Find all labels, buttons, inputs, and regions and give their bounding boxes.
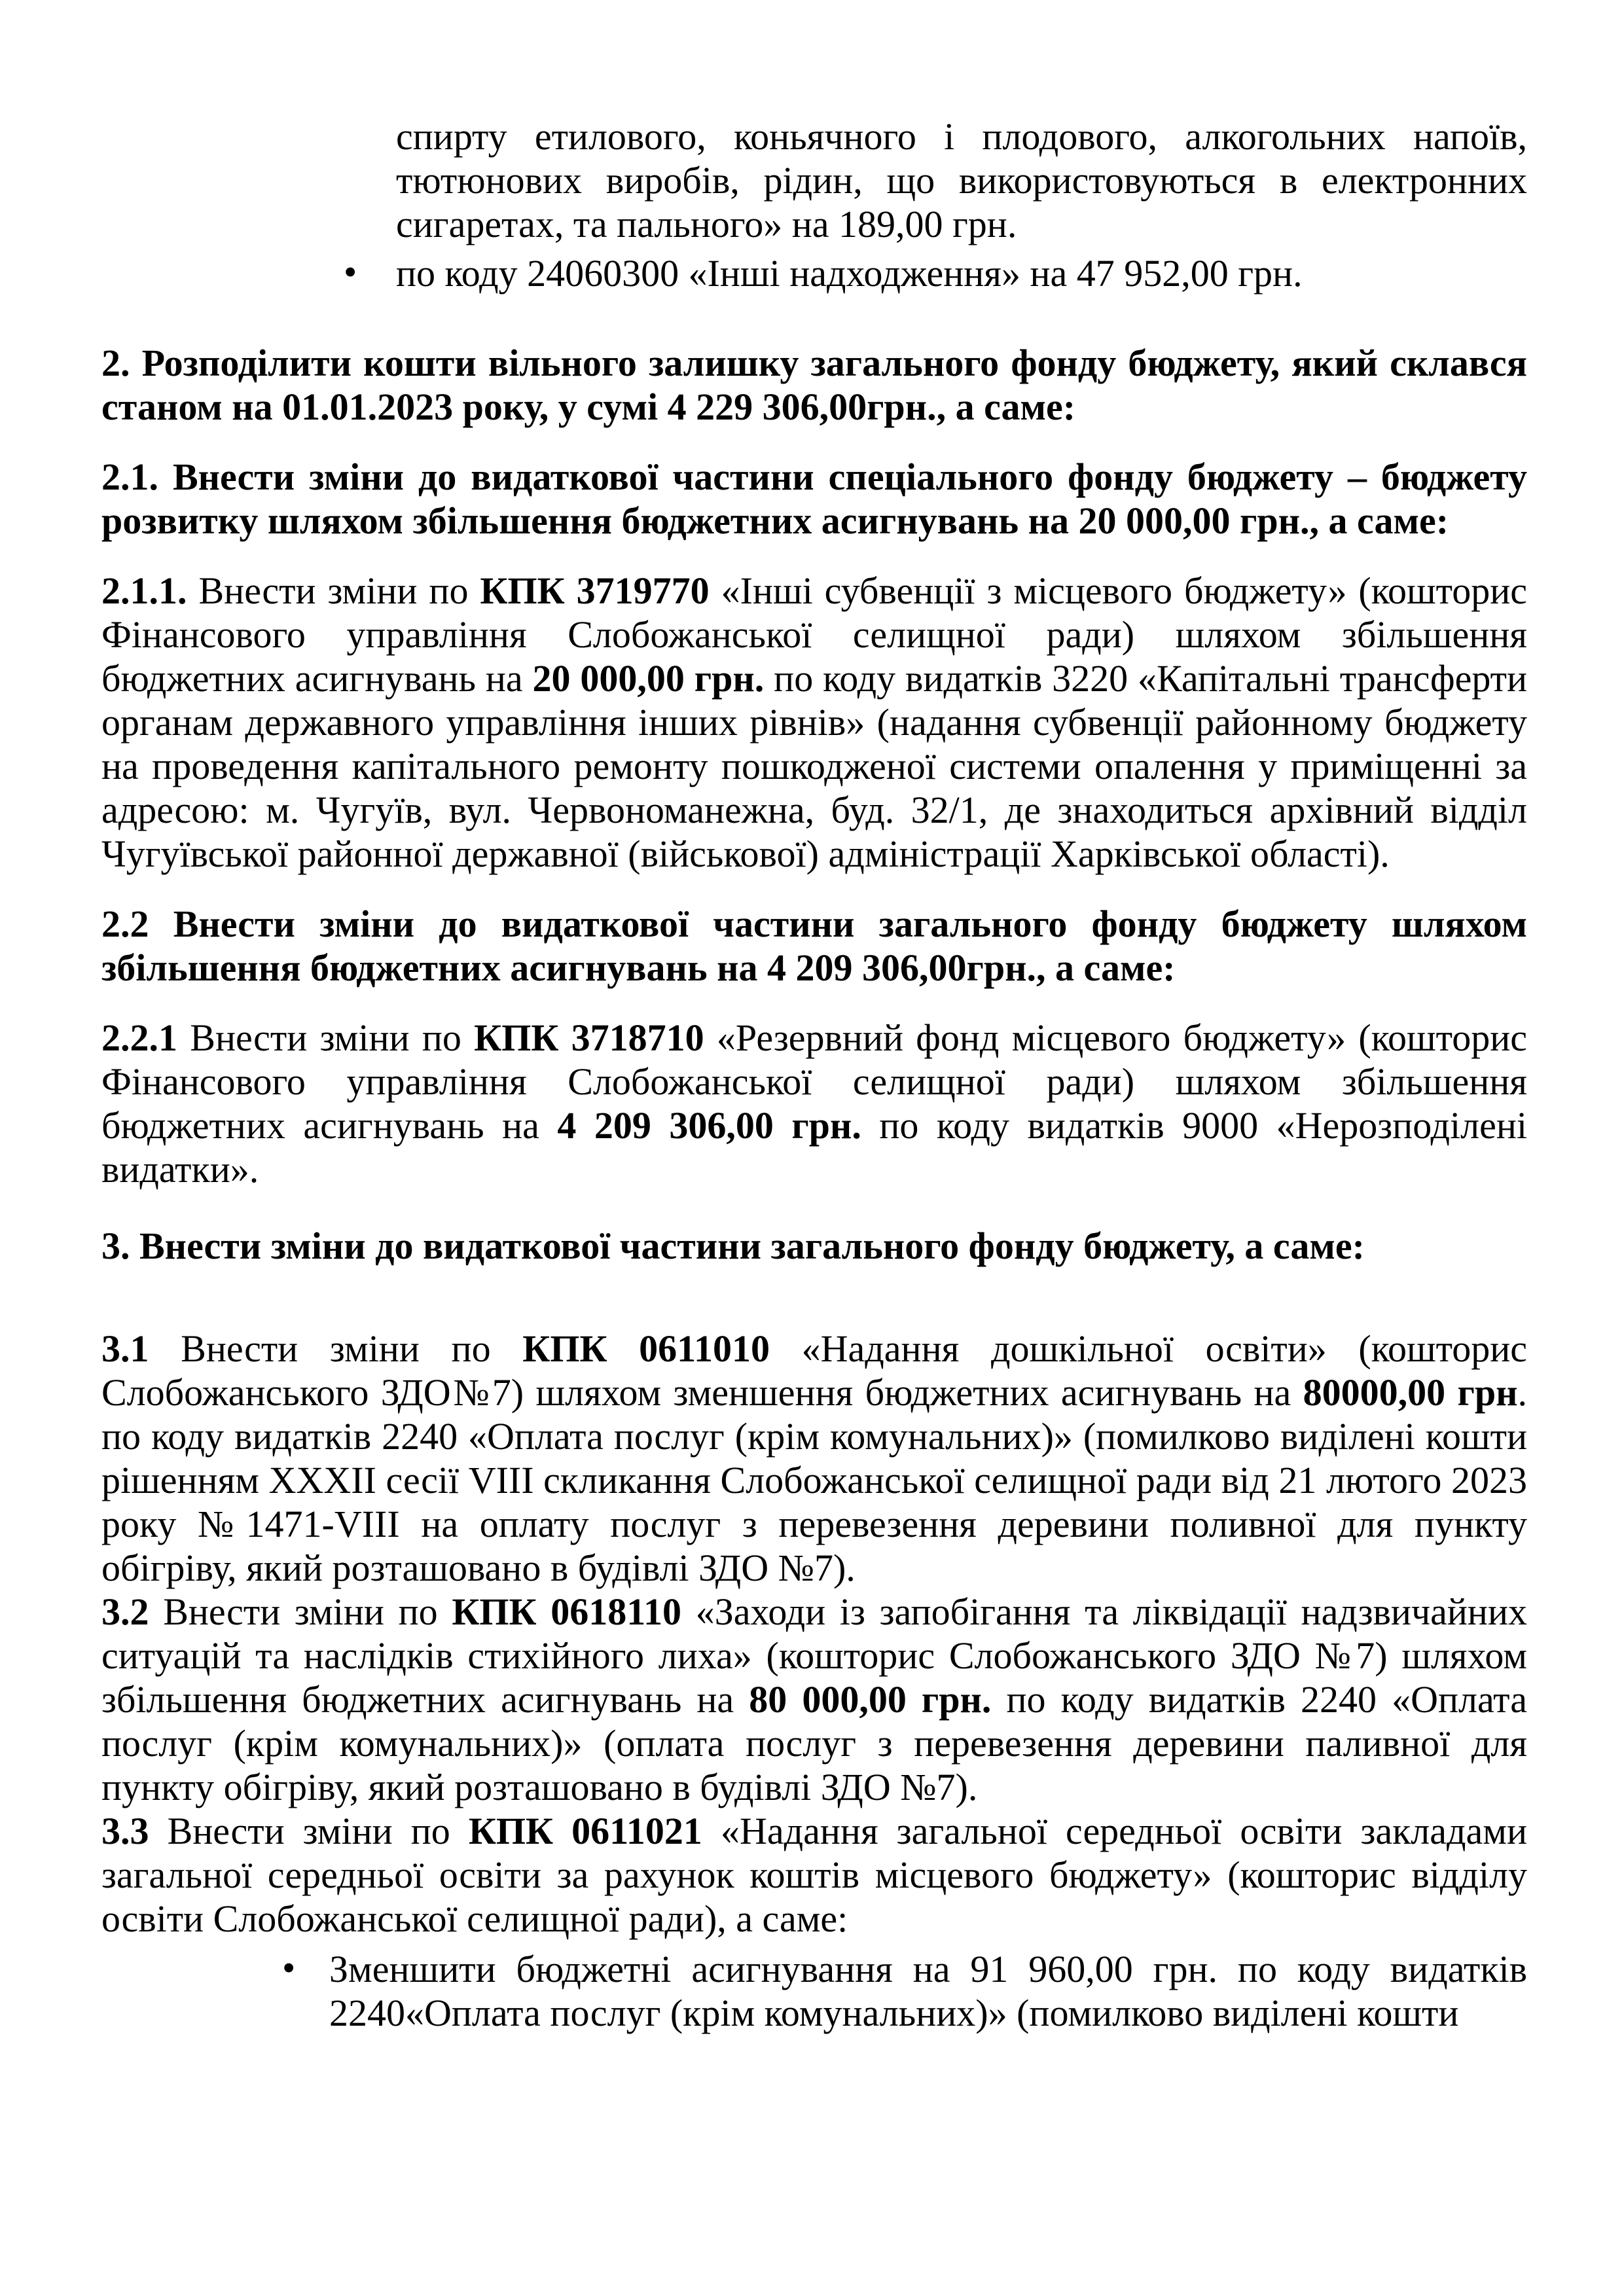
amount: 80 000,00 грн.: [749, 1678, 992, 1721]
paragraph-2: [101, 341, 1527, 429]
clause-text: «Заходи із запобігання та ліквідації надзвичайних ситуацій та наслідків стихійного лиха» (кошторис Слобожанського ЗДО №7) шляхом збільшення бюджетних асигнувань на: [101, 1590, 1527, 1721]
paragraph-3-text: 3. Внести зміни до видаткової частини загального фонду бюджету, а саме:: [101, 1225, 1365, 1267]
clause-number: 2.1.1.: [101, 569, 187, 612]
bullet-icon: •: [344, 251, 357, 293]
clause-text: . по коду видатків 2240 «Оплата послуг (крім комунальних)» (помилково виділені кошти рішенням XXXII сесії VIII скликання Слобожанської селищної ради від 21 лютого 2023 року №1471-VIII на оплату послуг з перевезення деревини поливної для пункту обігріву, який розташовано в будівлі ЗДО №7).: [101, 1371, 1527, 1589]
clause-text: по коду видатків 2240 «Оплата послуг (крім комунальних)» (оплата послуг з перевезення деревини паливної для пункту обігріву, який розташовано в будівлі ЗДО №7).: [101, 1678, 1527, 1808]
kpk-code: КПК 0611021: [468, 1810, 702, 1852]
clause-number: 2.2.1: [101, 1016, 177, 1059]
clause-text: «Надання загальної середньої освіти закладами загальної середньої освіти за рахунок коштів місцевого бюджету» (кошторис відділу освіти Слобожанської селищної ради), а саме:: [101, 1810, 1527, 1940]
paragraph-3-1: [101, 1327, 1527, 1590]
clause-text: по коду видатків 9000 «Нерозподілені видатки».: [101, 1104, 1528, 1191]
kpk-code: КПК 3718710: [474, 1016, 704, 1059]
clause-text: Внести зміни по: [149, 1327, 523, 1370]
clause-text: «Надання дошкільної освіти» (кошторис Слобожанського ЗДО№7) шляхом зменшення бюджетних асигнувань на: [101, 1327, 1527, 1414]
paragraph-2-text: 2. Розподілити кошти вільного залишку загального фонду бюджету, який склався станом на 01.01.2023 року, у сумі 4 229 306,00грн., а саме:: [101, 342, 1527, 428]
paragraph-2-1-text: 2.1. Внести зміни до видаткової частини спеціального фонду бюджету – бюджету розвитку шляхом збільшення бюджетних асигнувань на 20 000,00 грн., а саме:: [101, 456, 1527, 542]
paragraph-2-1: [101, 455, 1527, 543]
paragraph-3: [101, 1224, 1527, 1268]
list-item-continuation: спирту етилового, коньячного і плодового, алкогольних напоїв, тютюнових виробів, рідин, що використовуються в електронних сигаретах, та пального» на 189,00 грн.: [396, 115, 1527, 245]
kpk-code: КПК 3719770: [480, 569, 710, 612]
paragraph-2-2-text: 2.2 Внести зміни до видаткової частини загального фонду бюджету шляхом збільшення бюджетних асигнувань на 4 209 306,00грн., а саме:: [101, 903, 1527, 989]
paragraph-2-2: [101, 902, 1527, 990]
list-item: [344, 251, 1527, 295]
paragraph-3-2: [101, 1590, 1527, 1809]
clause-text: «Резервний фонд місцевого бюджету» (кошторис Фінансового управління Слобожанської селищної ради) шляхом збільшення бюджетних асигнувань на: [101, 1016, 1527, 1147]
amount: 20 000,00 грн.: [532, 657, 765, 700]
clause-text: Внести зміни по: [149, 1810, 469, 1852]
amount: 80000,00 грн: [1303, 1371, 1518, 1414]
kpk-code: КПК 0618110: [452, 1590, 682, 1633]
clause-number: 3.1: [101, 1327, 149, 1370]
kpk-code: КПК 0611010: [522, 1327, 770, 1370]
paragraph-3-3: [101, 1809, 1527, 1941]
bullet-icon: •: [282, 1946, 296, 1989]
clause-text: Внести зміни по: [149, 1590, 452, 1633]
list-item: [282, 1946, 1527, 2035]
clause-text: по коду видатків 3220 «Капітальні трансферти органам державного управління інших рівнів» (надання субвенції районному бюджету на проведення капітального ремонту пошкодженої системи опалення у приміщенні за адресою: м. Чугуїв, вул. Червономанежна, буд. 32/1, де знаходиться архівний відділ Чугуївської районної державної (військової) адміністрації Харківської області).: [101, 657, 1527, 875]
clause-text: Внести зміни по: [177, 1016, 475, 1059]
paragraph-2-1-1: [101, 569, 1527, 876]
clause-number: 3.2: [101, 1590, 149, 1633]
list-item-text: по коду 24060300 «Інші надходження» на 47 952,00 грн.: [396, 252, 1303, 295]
clause-text: «Інші субвенції з місцевого бюджету» (кошторис Фінансового управління Слобожанської селищної ради) шляхом збільшення бюджетних асигнувань на: [101, 569, 1527, 700]
paragraph-2-2-1: [101, 1016, 1527, 1191]
clause-text: Внести зміни по: [187, 569, 480, 612]
clause-number: 3.3: [101, 1810, 149, 1852]
amount: 4 209 306,00 грн.: [557, 1104, 861, 1147]
list-item-text: Зменшити бюджетні асигнування на 91 960,00 грн. по коду видатків 2240«Оплата послуг (крім комунальних)» (помилково виділені кошти: [329, 1948, 1527, 2034]
